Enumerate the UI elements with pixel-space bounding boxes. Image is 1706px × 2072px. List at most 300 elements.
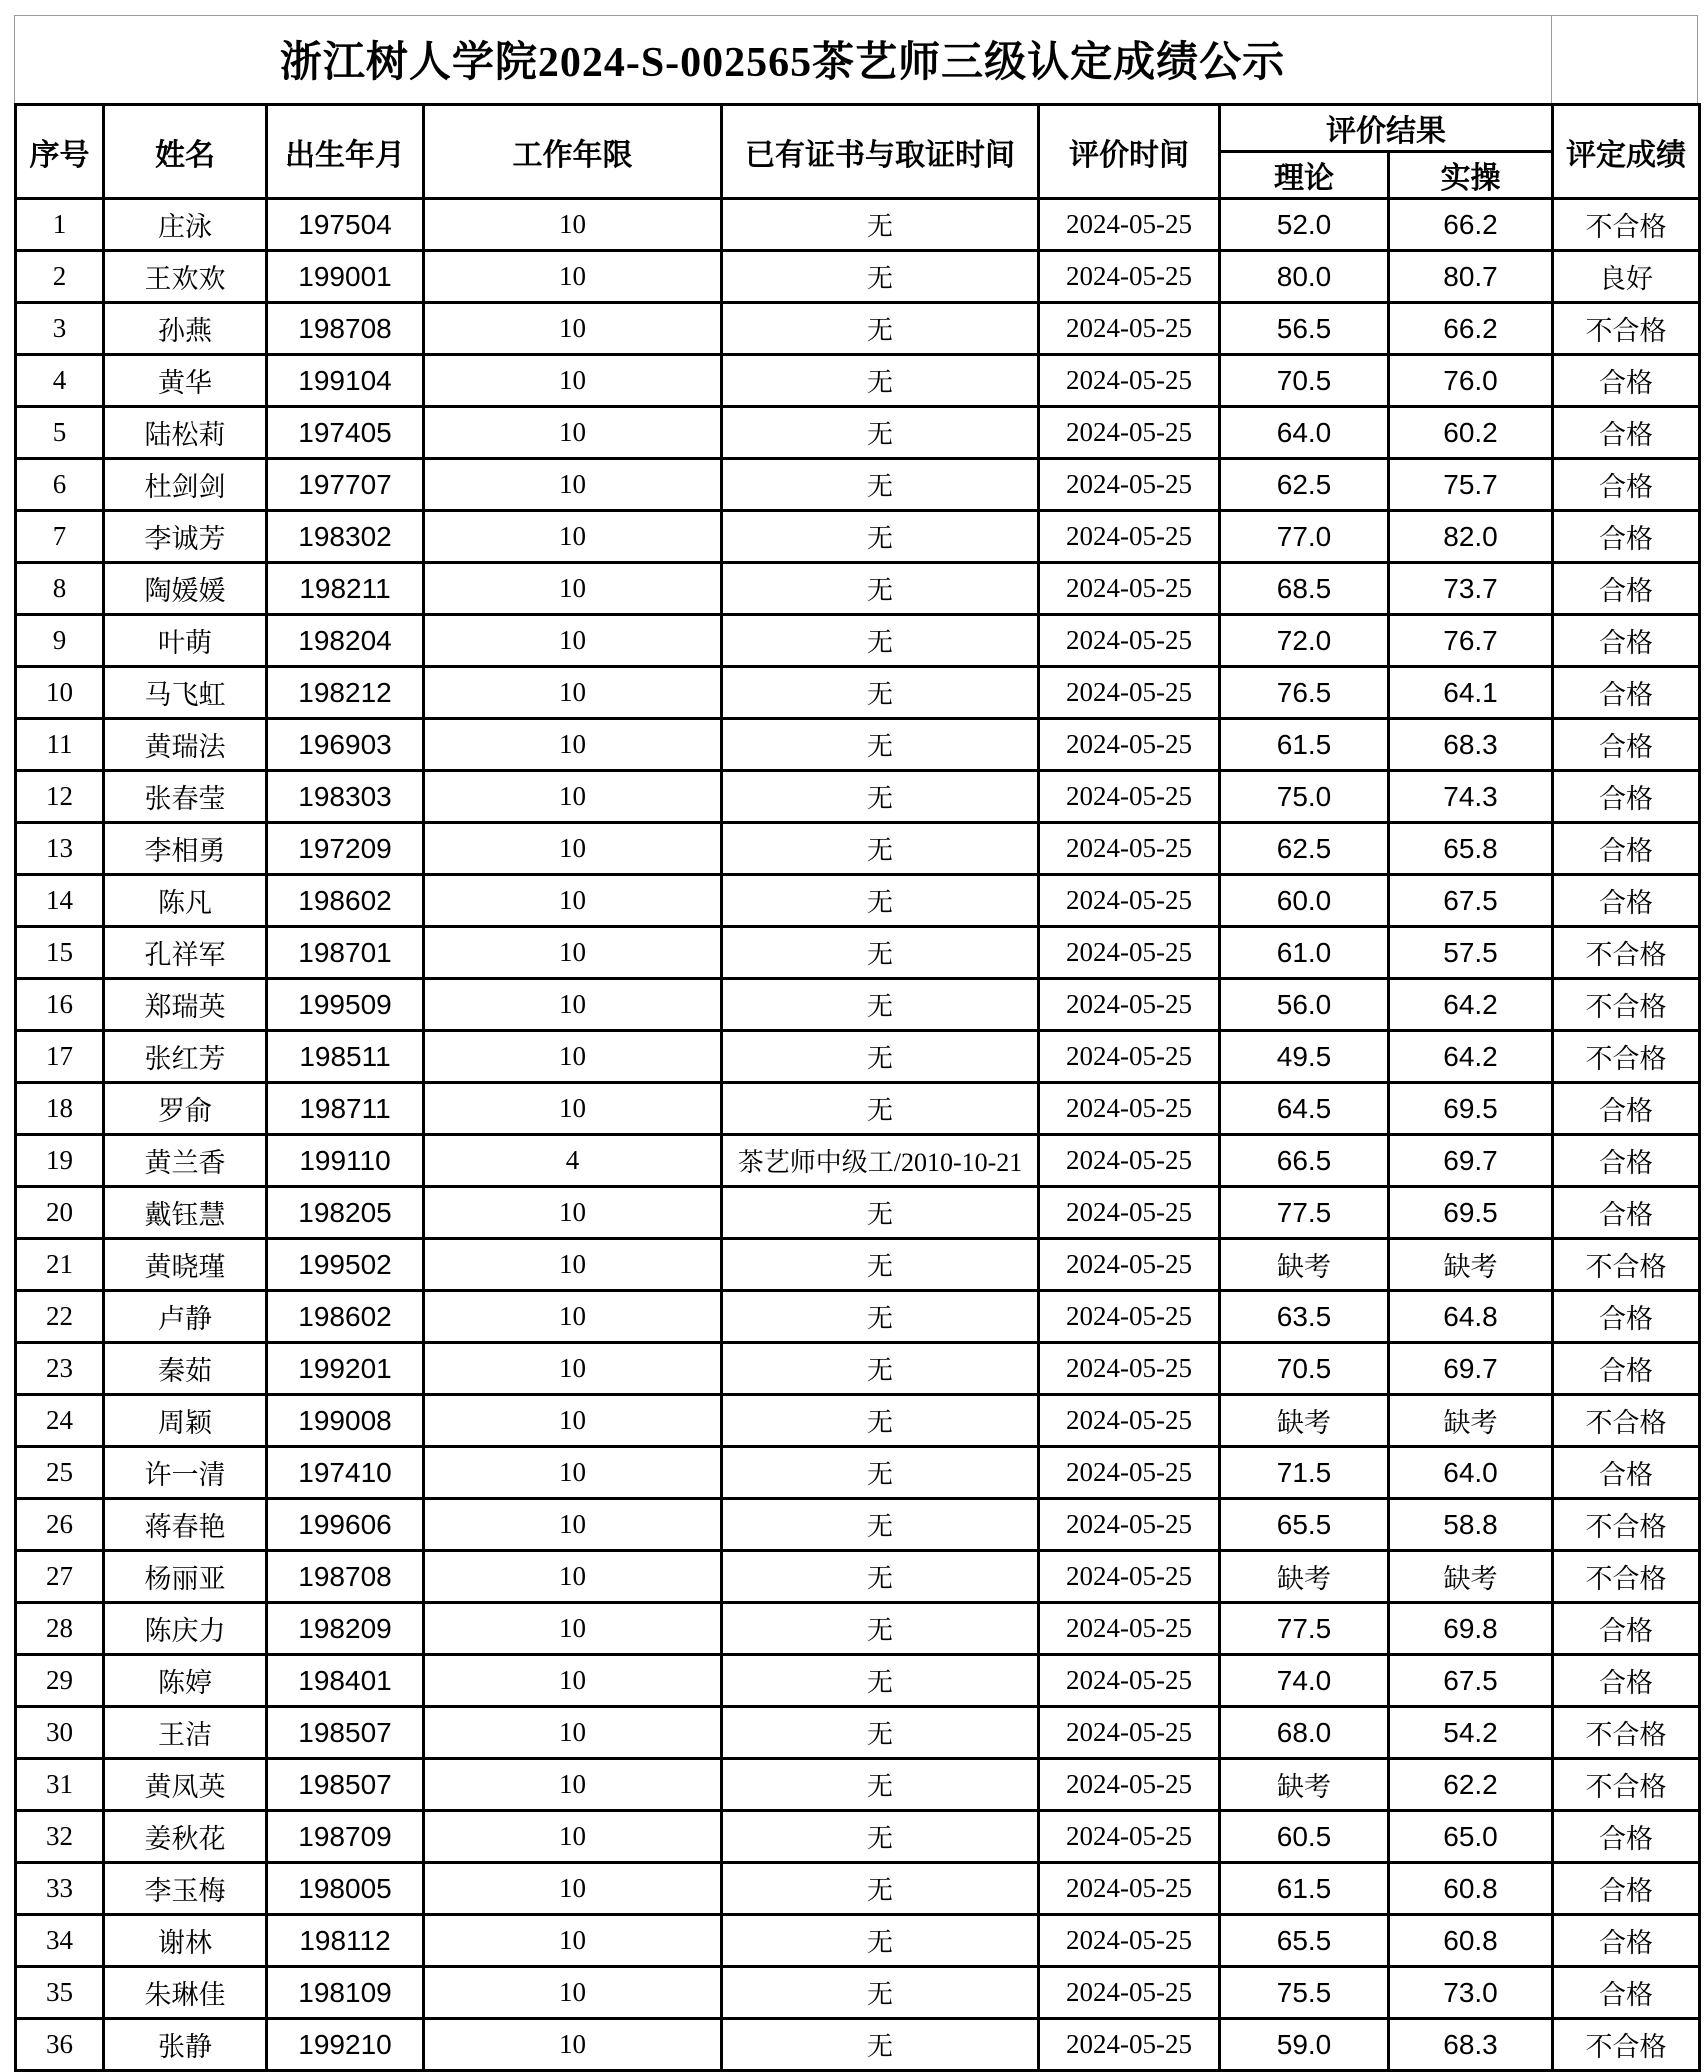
cell-grade: 合格 — [1553, 823, 1700, 875]
cell-date: 2024-05-25 — [1039, 1447, 1220, 1499]
cell-no: 11 — [16, 719, 104, 771]
table-row — [16, 1083, 1700, 1135]
cell-practical: 67.5 — [1389, 1655, 1553, 1707]
cell-grade: 合格 — [1553, 771, 1700, 823]
cell-cert: 无 — [722, 927, 1039, 979]
cell-years: 10 — [424, 511, 722, 563]
cell-theory: 缺考 — [1220, 1239, 1389, 1291]
cell-no: 17 — [16, 1031, 104, 1083]
cell-grade: 不合格 — [1553, 1239, 1700, 1291]
cell-birth: 199001 — [267, 251, 424, 303]
col-header-years: 工作年限 — [424, 105, 722, 199]
cell-grade: 合格 — [1553, 407, 1700, 459]
cell-no: 8 — [16, 563, 104, 615]
cell-no: 31 — [16, 1759, 104, 1811]
cell-grade: 不合格 — [1553, 303, 1700, 355]
cell-date: 2024-05-25 — [1039, 563, 1220, 615]
table-row — [16, 1811, 1700, 1863]
cell-theory: 61.0 — [1220, 927, 1389, 979]
cell-cert: 无 — [722, 823, 1039, 875]
table-row — [16, 1863, 1700, 1915]
cell-practical: 64.8 — [1389, 1291, 1553, 1343]
table-row — [16, 407, 1700, 459]
cell-theory: 59.0 — [1220, 2019, 1389, 2071]
cell-practical: 69.5 — [1389, 1187, 1553, 1239]
cell-grade: 不合格 — [1553, 1707, 1700, 1759]
cell-no: 6 — [16, 459, 104, 511]
cell-name: 罗俞 — [104, 1083, 267, 1135]
cell-years: 10 — [424, 1707, 722, 1759]
table-row — [16, 2019, 1700, 2071]
cell-cert: 无 — [722, 1187, 1039, 1239]
cell-birth: 198302 — [267, 511, 424, 563]
cell-theory: 缺考 — [1220, 1395, 1389, 1447]
table-row — [16, 355, 1700, 407]
cell-cert: 无 — [722, 1915, 1039, 1967]
cell-grade: 不合格 — [1553, 927, 1700, 979]
cell-theory: 75.5 — [1220, 1967, 1389, 2019]
cell-theory: 64.5 — [1220, 1083, 1389, 1135]
cell-practical: 69.7 — [1389, 1135, 1553, 1187]
cell-name: 陈婷 — [104, 1655, 267, 1707]
cell-grade: 合格 — [1553, 1811, 1700, 1863]
cell-practical: 68.3 — [1389, 719, 1553, 771]
cell-no: 14 — [16, 875, 104, 927]
cell-birth: 199509 — [267, 979, 424, 1031]
cell-birth: 198602 — [267, 875, 424, 927]
cell-cert: 无 — [722, 1551, 1039, 1603]
cell-cert: 无 — [722, 1239, 1039, 1291]
col-header-practical: 实操 — [1389, 152, 1553, 199]
table-row — [16, 1187, 1700, 1239]
cell-date: 2024-05-25 — [1039, 615, 1220, 667]
cell-theory: 缺考 — [1220, 1551, 1389, 1603]
cell-birth: 198507 — [267, 1759, 424, 1811]
cell-birth: 198507 — [267, 1707, 424, 1759]
cell-theory: 60.0 — [1220, 875, 1389, 927]
cell-date: 2024-05-25 — [1039, 1031, 1220, 1083]
cell-birth: 198711 — [267, 1083, 424, 1135]
cell-grade: 不合格 — [1553, 1031, 1700, 1083]
cell-name: 陆松莉 — [104, 407, 267, 459]
cell-no: 7 — [16, 511, 104, 563]
cell-theory: 66.5 — [1220, 1135, 1389, 1187]
cell-cert: 无 — [722, 1759, 1039, 1811]
cell-grade: 合格 — [1553, 719, 1700, 771]
cell-birth: 197405 — [267, 407, 424, 459]
cell-grade: 合格 — [1553, 1655, 1700, 1707]
cell-years: 10 — [424, 1291, 722, 1343]
table-row — [16, 615, 1700, 667]
cell-date: 2024-05-25 — [1039, 407, 1220, 459]
cell-years: 10 — [424, 771, 722, 823]
col-header-date: 评价时间 — [1039, 105, 1220, 199]
cell-theory: 56.0 — [1220, 979, 1389, 1031]
cell-years: 10 — [424, 1603, 722, 1655]
cell-theory: 77.5 — [1220, 1187, 1389, 1239]
table-row — [16, 771, 1700, 823]
cell-name: 叶萌 — [104, 615, 267, 667]
cell-date: 2024-05-25 — [1039, 1655, 1220, 1707]
cell-years: 10 — [424, 667, 722, 719]
cell-practical: 62.2 — [1389, 1759, 1553, 1811]
cell-years: 4 — [424, 1135, 722, 1187]
cell-theory: 62.5 — [1220, 459, 1389, 511]
cell-years: 10 — [424, 719, 722, 771]
cell-practical: 60.2 — [1389, 407, 1553, 459]
cell-grade: 良好 — [1553, 251, 1700, 303]
cell-years: 10 — [424, 459, 722, 511]
cell-birth: 197504 — [267, 199, 424, 251]
cell-date: 2024-05-25 — [1039, 1291, 1220, 1343]
cell-grade: 合格 — [1553, 1187, 1700, 1239]
cell-practical: 69.5 — [1389, 1083, 1553, 1135]
cell-birth: 199210 — [267, 2019, 424, 2071]
cell-name: 张春莹 — [104, 771, 267, 823]
cell-grade: 合格 — [1553, 875, 1700, 927]
cell-grade: 合格 — [1553, 355, 1700, 407]
cell-no: 21 — [16, 1239, 104, 1291]
cell-grade: 合格 — [1553, 1863, 1700, 1915]
cell-birth: 198112 — [267, 1915, 424, 1967]
cell-name: 王洁 — [104, 1707, 267, 1759]
cell-cert: 无 — [722, 199, 1039, 251]
cell-practical: 80.7 — [1389, 251, 1553, 303]
cell-theory: 缺考 — [1220, 1759, 1389, 1811]
cell-theory: 64.0 — [1220, 407, 1389, 459]
cell-practical: 67.5 — [1389, 875, 1553, 927]
cell-years: 10 — [424, 1915, 722, 1967]
cell-theory: 72.0 — [1220, 615, 1389, 667]
cell-no: 9 — [16, 615, 104, 667]
cell-practical: 65.8 — [1389, 823, 1553, 875]
table-row — [16, 1551, 1700, 1603]
table-row — [16, 667, 1700, 719]
cell-practical: 60.8 — [1389, 1915, 1553, 1967]
cell-grade: 合格 — [1553, 1967, 1700, 2019]
cell-cert: 无 — [722, 667, 1039, 719]
cell-practical: 73.0 — [1389, 1967, 1553, 2019]
cell-practical: 73.7 — [1389, 563, 1553, 615]
cell-name: 朱琳佳 — [104, 1967, 267, 2019]
cell-practical: 64.0 — [1389, 1447, 1553, 1499]
cell-cert: 无 — [722, 1343, 1039, 1395]
cell-theory: 56.5 — [1220, 303, 1389, 355]
cell-name: 蒋春艳 — [104, 1499, 267, 1551]
cell-years: 10 — [424, 875, 722, 927]
cell-name: 张静 — [104, 2019, 267, 2071]
col-header-cert: 已有证书与取证时间 — [722, 105, 1039, 199]
cell-no: 22 — [16, 1291, 104, 1343]
cell-no: 29 — [16, 1655, 104, 1707]
cell-cert: 茶艺师中级工/2010-10-21 — [722, 1135, 1039, 1187]
cell-cert: 无 — [722, 979, 1039, 1031]
cell-theory: 76.5 — [1220, 667, 1389, 719]
cell-practical: 66.2 — [1389, 199, 1553, 251]
cell-grade: 合格 — [1553, 1343, 1700, 1395]
cell-name: 陈凡 — [104, 875, 267, 927]
cell-no: 10 — [16, 667, 104, 719]
cell-birth: 197707 — [267, 459, 424, 511]
cell-date: 2024-05-25 — [1039, 1551, 1220, 1603]
cell-no: 36 — [16, 2019, 104, 2071]
cell-practical: 74.3 — [1389, 771, 1553, 823]
cell-date: 2024-05-25 — [1039, 1395, 1220, 1447]
table-row — [16, 199, 1700, 251]
cell-no: 32 — [16, 1811, 104, 1863]
cell-no: 23 — [16, 1343, 104, 1395]
cell-cert: 无 — [722, 771, 1039, 823]
cell-date: 2024-05-25 — [1039, 2019, 1220, 2071]
cell-name: 马飞虹 — [104, 667, 267, 719]
cell-years: 10 — [424, 1395, 722, 1447]
cell-cert: 无 — [722, 1603, 1039, 1655]
cell-no: 13 — [16, 823, 104, 875]
col-header-grade: 评定成绩 — [1553, 105, 1700, 199]
cell-theory: 77.5 — [1220, 1603, 1389, 1655]
cell-name: 姜秋花 — [104, 1811, 267, 1863]
cell-birth: 198109 — [267, 1967, 424, 2019]
cell-cert: 无 — [722, 355, 1039, 407]
cell-no: 5 — [16, 407, 104, 459]
cell-grade: 合格 — [1553, 1915, 1700, 1967]
cell-grade: 合格 — [1553, 1135, 1700, 1187]
cell-cert: 无 — [722, 1863, 1039, 1915]
cell-date: 2024-05-25 — [1039, 1759, 1220, 1811]
cell-no: 15 — [16, 927, 104, 979]
cell-name: 陶媛媛 — [104, 563, 267, 615]
cell-name: 张红芳 — [104, 1031, 267, 1083]
cell-theory: 61.5 — [1220, 719, 1389, 771]
cell-practical: 64.2 — [1389, 979, 1553, 1031]
cell-cert: 无 — [722, 719, 1039, 771]
cell-years: 10 — [424, 1031, 722, 1083]
cell-years: 10 — [424, 1499, 722, 1551]
cell-cert: 无 — [722, 1499, 1039, 1551]
cell-years: 10 — [424, 199, 722, 251]
cell-practical: 82.0 — [1389, 511, 1553, 563]
table-row — [16, 1395, 1700, 1447]
cell-name: 黄凤英 — [104, 1759, 267, 1811]
cell-years: 10 — [424, 251, 722, 303]
table-row — [16, 1655, 1700, 1707]
cell-grade: 不合格 — [1553, 1395, 1700, 1447]
cell-date: 2024-05-25 — [1039, 979, 1220, 1031]
cell-years: 10 — [424, 1187, 722, 1239]
cell-no: 20 — [16, 1187, 104, 1239]
cell-name: 黄瑞法 — [104, 719, 267, 771]
cell-cert: 无 — [722, 251, 1039, 303]
cell-years: 10 — [424, 1967, 722, 2019]
cell-theory: 60.5 — [1220, 1811, 1389, 1863]
cell-date: 2024-05-25 — [1039, 823, 1220, 875]
cell-theory: 74.0 — [1220, 1655, 1389, 1707]
cell-practical: 65.0 — [1389, 1811, 1553, 1863]
cell-theory: 68.0 — [1220, 1707, 1389, 1759]
table-row — [16, 823, 1700, 875]
cell-cert: 无 — [722, 1083, 1039, 1135]
cell-date: 2024-05-25 — [1039, 1967, 1220, 2019]
cell-grade: 不合格 — [1553, 199, 1700, 251]
cell-no: 24 — [16, 1395, 104, 1447]
cell-date: 2024-05-25 — [1039, 1707, 1220, 1759]
cell-grade: 合格 — [1553, 1291, 1700, 1343]
cell-name: 王欢欢 — [104, 251, 267, 303]
cell-date: 2024-05-25 — [1039, 303, 1220, 355]
cell-name: 陈庆力 — [104, 1603, 267, 1655]
col-header-name: 姓名 — [104, 105, 267, 199]
cell-no: 19 — [16, 1135, 104, 1187]
cell-years: 10 — [424, 1811, 722, 1863]
cell-birth: 198209 — [267, 1603, 424, 1655]
cell-cert: 无 — [722, 1811, 1039, 1863]
cell-cert: 无 — [722, 1707, 1039, 1759]
col-header-no: 序号 — [16, 105, 104, 199]
cell-no: 27 — [16, 1551, 104, 1603]
cell-years: 10 — [424, 563, 722, 615]
col-header-result-group: 评价结果 — [1220, 105, 1553, 152]
cell-name: 孔祥军 — [104, 927, 267, 979]
cell-birth: 198211 — [267, 563, 424, 615]
table-row — [16, 303, 1700, 355]
cell-birth: 198401 — [267, 1655, 424, 1707]
cell-birth: 199104 — [267, 355, 424, 407]
cell-grade: 合格 — [1553, 667, 1700, 719]
cell-date: 2024-05-25 — [1039, 719, 1220, 771]
cell-date: 2024-05-25 — [1039, 1239, 1220, 1291]
cell-name: 谢林 — [104, 1915, 267, 1967]
table-row — [16, 1447, 1700, 1499]
cell-name: 黄华 — [104, 355, 267, 407]
cell-cert: 无 — [722, 1031, 1039, 1083]
cell-grade: 合格 — [1553, 1603, 1700, 1655]
cell-grade: 不合格 — [1553, 1759, 1700, 1811]
page-title: 浙江树人学院2024-S-002565茶艺师三级认定成绩公示 — [279, 40, 1286, 86]
cell-grade: 合格 — [1553, 1447, 1700, 1499]
cell-practical: 58.8 — [1389, 1499, 1553, 1551]
cell-theory: 70.5 — [1220, 355, 1389, 407]
cell-years: 10 — [424, 1655, 722, 1707]
table-row — [16, 1135, 1700, 1187]
cell-years: 10 — [424, 927, 722, 979]
cell-birth: 199110 — [267, 1135, 424, 1187]
cell-theory: 70.5 — [1220, 1343, 1389, 1395]
cell-name: 黄兰香 — [104, 1135, 267, 1187]
cell-date: 2024-05-25 — [1039, 1135, 1220, 1187]
cell-date: 2024-05-25 — [1039, 511, 1220, 563]
cell-birth: 198602 — [267, 1291, 424, 1343]
cell-theory: 75.0 — [1220, 771, 1389, 823]
cell-date: 2024-05-25 — [1039, 667, 1220, 719]
cell-no: 25 — [16, 1447, 104, 1499]
col-header-theory: 理论 — [1220, 152, 1389, 199]
table-row — [16, 1707, 1700, 1759]
table-row — [16, 459, 1700, 511]
cell-years: 10 — [424, 1083, 722, 1135]
cell-years: 10 — [424, 355, 722, 407]
cell-birth: 198511 — [267, 1031, 424, 1083]
cell-cert: 无 — [722, 563, 1039, 615]
cell-birth: 197410 — [267, 1447, 424, 1499]
cell-theory: 62.5 — [1220, 823, 1389, 875]
cell-years: 10 — [424, 1343, 722, 1395]
cell-date: 2024-05-25 — [1039, 1343, 1220, 1395]
cell-birth: 198005 — [267, 1863, 424, 1915]
cell-no: 3 — [16, 303, 104, 355]
cell-practical: 69.7 — [1389, 1343, 1553, 1395]
cell-no: 34 — [16, 1915, 104, 1967]
table-row — [16, 251, 1700, 303]
cell-name: 庄泳 — [104, 199, 267, 251]
cell-cert: 无 — [722, 1447, 1039, 1499]
cell-cert: 无 — [722, 303, 1039, 355]
cell-no: 18 — [16, 1083, 104, 1135]
cell-birth: 199502 — [267, 1239, 424, 1291]
cell-birth: 198204 — [267, 615, 424, 667]
cell-years: 10 — [424, 979, 722, 1031]
cell-date: 2024-05-25 — [1039, 1499, 1220, 1551]
cell-grade: 合格 — [1553, 563, 1700, 615]
cell-birth: 198709 — [267, 1811, 424, 1863]
cell-practical: 缺考 — [1389, 1395, 1553, 1447]
cell-years: 10 — [424, 1759, 722, 1811]
cell-practical: 缺考 — [1389, 1239, 1553, 1291]
table-row — [16, 1603, 1700, 1655]
cell-birth: 198701 — [267, 927, 424, 979]
table-row — [16, 511, 1700, 563]
cell-theory: 80.0 — [1220, 251, 1389, 303]
title-cell — [14, 15, 1551, 103]
table-row — [16, 1239, 1700, 1291]
cell-no: 28 — [16, 1603, 104, 1655]
cell-date: 2024-05-25 — [1039, 1083, 1220, 1135]
cell-name: 卢静 — [104, 1291, 267, 1343]
cell-cert: 无 — [722, 407, 1039, 459]
cell-date: 2024-05-25 — [1039, 1187, 1220, 1239]
cell-cert: 无 — [722, 1291, 1039, 1343]
cell-name: 李相勇 — [104, 823, 267, 875]
cell-practical: 69.8 — [1389, 1603, 1553, 1655]
cell-practical: 缺考 — [1389, 1551, 1553, 1603]
cell-birth: 198212 — [267, 667, 424, 719]
table-row — [16, 1499, 1700, 1551]
cell-date: 2024-05-25 — [1039, 459, 1220, 511]
cell-birth: 198708 — [267, 1551, 424, 1603]
table-row — [16, 875, 1700, 927]
cell-cert: 无 — [722, 511, 1039, 563]
col-header-birth: 出生年月 — [267, 105, 424, 199]
cell-birth: 198303 — [267, 771, 424, 823]
cell-grade: 合格 — [1553, 1083, 1700, 1135]
cell-cert: 无 — [722, 1395, 1039, 1447]
cell-practical: 66.2 — [1389, 303, 1553, 355]
cell-cert: 无 — [722, 1655, 1039, 1707]
cell-name: 周颖 — [104, 1395, 267, 1447]
cell-practical: 54.2 — [1389, 1707, 1553, 1759]
cell-grade: 不合格 — [1553, 979, 1700, 1031]
cell-theory: 63.5 — [1220, 1291, 1389, 1343]
cell-theory: 77.0 — [1220, 511, 1389, 563]
cell-birth: 199606 — [267, 1499, 424, 1551]
table-row — [16, 927, 1700, 979]
cell-date: 2024-05-25 — [1039, 1811, 1220, 1863]
table-row — [16, 1291, 1700, 1343]
cell-name: 许一清 — [104, 1447, 267, 1499]
cell-name: 杜剑剑 — [104, 459, 267, 511]
results-table — [14, 103, 1701, 2072]
cell-name: 孙燕 — [104, 303, 267, 355]
cell-cert: 无 — [722, 459, 1039, 511]
